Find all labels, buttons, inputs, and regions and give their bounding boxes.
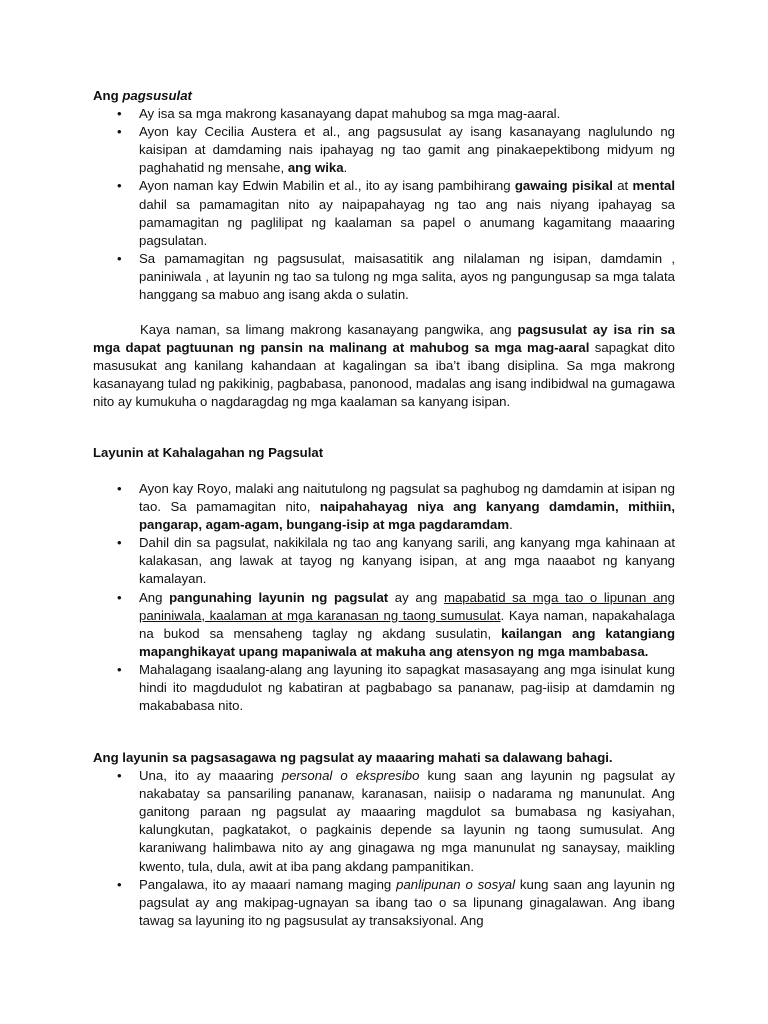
list-item: • Sa pamamagitan ng pagsusulat, maisasatitik ang nilalaman ng isipan, damdamin , paniniwala , at layunin ng tao sa tulong ng mga salita, ayos ng pangungusap sa mga talata hanggang sa mabuo ang isang akda o sulatin. <box>93 250 675 304</box>
bullet-list <box>93 767 675 930</box>
list-item: • Pangalawa, ito ay maaari namang maging panlipunan o sosyal kung saan ang layunin ng pagsulat ay ang makipag-ugnayan sa ibang tao o sa lipunang ginagalawan. Ang ibang tawag sa layuning ito ng pagsusulat ay transaksiyonal. Ang <box>93 876 675 930</box>
list-item: • Dahil din sa pagsulat, nakikilala ng tao ang kanyang sarili, ang kanyang mga kahinaan at kalakasan, ang lawak at tayog ng kanyang isipan, at ang mga naaabot ng kanyang kamalayan. <box>93 534 675 588</box>
list-item: • Ayon kay Cecilia Austera et al., ang pagsusulat ay isang kasanayang naglulundo ng kaisipan at damdaming nais ipahayag ng tao gamit ang pinakaepektibong midyum ng paghahatid ng mensahe, ang wika. <box>93 123 675 177</box>
section-pagsusulat <box>93 87 675 304</box>
list-item: • Ang pangunahing layunin ng pagsulat ay ang mapabatid sa mga tao o lipunan ang paniniwala, kaalaman at mga karanasan ng taong sumusulat. Kaya naman, napakahalaga na bukod sa mensaheng taglay ng akdang susulatin, kailangan ang katangiang mapanghikayat upang mapaniwala at makuha ang atensyon ng mga mambabasa. <box>93 589 675 661</box>
list-item: • Ay isa sa mga makrong kasanayang dapat mahubog sa mga mag-aaral. <box>93 105 675 123</box>
list-item: • Mahalagang isaalang-alang ang layuning ito sapagkat masasayang ang mga isinulat kung hindi ito magdudulot ng kabatiran at pagbabago sa pananaw, pag-iisip at damdamin ng makababasa nito. <box>93 661 675 715</box>
section-heading: Ang pagsusulat <box>93 88 192 103</box>
section-heading: Ang layunin sa pagsasagawa ng pagsulat ay maaaring mahati sa dalawang bahagi. <box>93 750 613 765</box>
section-layunin-heading <box>93 444 675 462</box>
body-paragraph <box>93 321 675 411</box>
list-item: • Una, ito ay maaaring personal o ekspresibo kung saan ang layunin ng pagsulat ay nakabatay sa pansariling pananaw, karanasan, naiisip o nadarama ng manunulat. Ang ganitong paraan ng pagsulat ay maaaring magdulot sa bumabasa ng kasiyahan, kalungkutan, pagkatakot, o pagkainis depende sa layunin ng taong sumusulat. Ang karaniwang halimbawa nito ay ang ginagawa ng mga manunulat ng sanaysay, maikling kwento, tula, dula, awit at iba pang akdang pampanitikan. <box>93 767 675 876</box>
bullet-list <box>93 105 675 304</box>
section-heading: Layunin at Kahalagahan ng Pagsulat <box>93 445 324 460</box>
section-layunin-list <box>93 480 675 715</box>
paragraph-text: Kaya naman, sa limang makrong kasanayang pangwika, ang pagsusulat ay isa rin sa mga dapat pagtuunan ng pansin na malinang at mahubog sa mga mag-aaral sapagkat dito masusukat ang kanilang kahandaan at kagalingan sa iba’t ibang disiplina. Sa mga makrong kasanayang tulad ng pakikinig, pagbabasa, panonood, madalas ang isang indibidwal na gumagawa nito ay kumukuha o nagdaragdag ng mga kaalaman sa kanyang isipan. <box>93 322 675 410</box>
section-dalawang-bahagi <box>93 749 675 930</box>
bullet-list <box>93 480 675 715</box>
list-item: • Ayon kay Royo, malaki ang naitutulong ng pagsulat sa paghubog ng damdamin at isipan ng tao. Sa pamamagitan nito, naipahahayag niya ang kanyang damdamin, mithiin, pangarap, agam-agam, bungang-isip at mga pagdaramdam. <box>93 480 675 534</box>
list-item: • Ayon naman kay Edwin Mabilin et al., ito ay isang pambihirang gawaing pisikal at mental dahil sa pamamagitan nito ay naipapahayag ng tao ang nais niyang ipahayag sa pamamagitan ng paglilipat ng kaalaman sa papel o anumang kagamitang maaaring pagsulatan. <box>93 177 675 249</box>
